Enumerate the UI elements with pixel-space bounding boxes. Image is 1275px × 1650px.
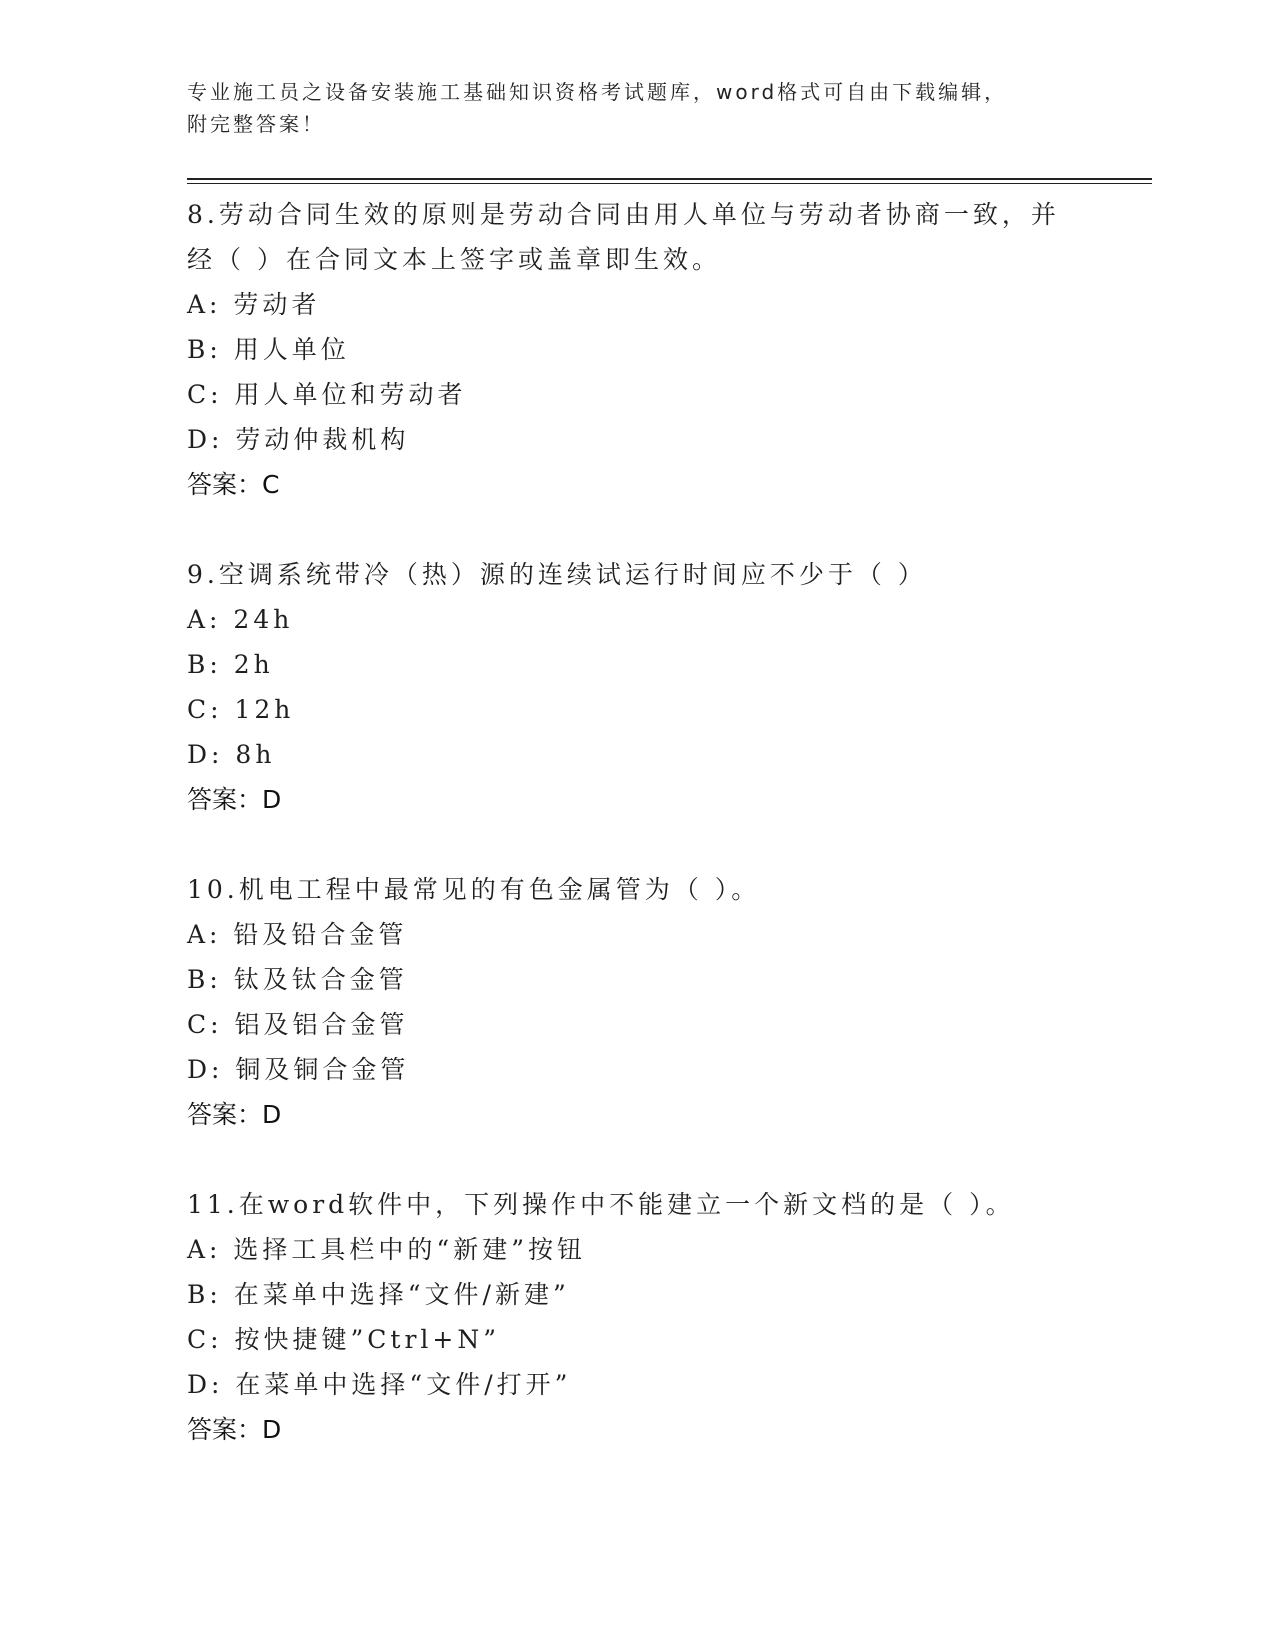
header-rule-thick — [187, 178, 1152, 180]
question-stem: 10.机电工程中最常见的有色金属管为（ ）。 — [187, 875, 761, 904]
question-stem: 11.在word软件中，下列操作中不能建立一个新文档的是（ ）。 — [187, 1190, 1015, 1219]
option-a: A: 选择工具栏中的“新建”按钮 — [187, 1235, 586, 1264]
answer: 答案：D — [187, 1415, 282, 1444]
question-9 — [187, 552, 1147, 822]
answer: 答案：C — [187, 470, 280, 499]
question-8 — [187, 192, 1147, 507]
answer: 答案：D — [187, 785, 282, 814]
option-c: C: 铝及铝合金管 — [187, 1010, 409, 1039]
option-c: C: 用人单位和劳动者 — [187, 380, 467, 409]
question-stem-continued: 经（ ）在合同文本上签字或盖章即生效。 — [187, 245, 721, 274]
header-rule-thin — [187, 183, 1152, 184]
option-b: B: 在菜单中选择“文件/新建” — [187, 1280, 570, 1309]
question-stem: 8.劳动合同生效的原则是劳动合同由用人单位与劳动者协商一致，并 — [187, 200, 1060, 229]
option-b: B: 钛及钛合金管 — [187, 965, 408, 994]
option-c: C: 12h — [187, 695, 295, 724]
question-10 — [187, 867, 1147, 1137]
question-list — [187, 192, 1147, 1497]
header-line-2: 附完整答案！ — [187, 112, 325, 136]
option-a: A: 24h — [187, 605, 294, 634]
document-header — [187, 76, 1087, 140]
option-d: D: 8h — [187, 740, 276, 769]
option-d: D: 铜及铜合金管 — [187, 1055, 410, 1084]
question-stem: 9.空调系统带冷（热）源的连续试运行时间应不少于（ ） — [187, 560, 927, 589]
option-b: B: 2h — [187, 650, 274, 679]
option-a: A: 劳动者 — [187, 290, 321, 319]
option-a: A: 铅及铅合金管 — [187, 920, 408, 949]
option-d: D: 劳动仲裁机构 — [187, 425, 410, 454]
option-c: C: 按快捷键”Ctrl+N” — [187, 1325, 501, 1354]
answer: 答案：D — [187, 1100, 282, 1129]
option-b: B: 用人单位 — [187, 335, 350, 364]
header-line-1: 专业施工员之设备安装施工基础知识资格考试题库，word格式可自由下载编辑， — [187, 80, 1008, 104]
question-11 — [187, 1182, 1147, 1452]
option-d: D: 在菜单中选择“文件/打开” — [187, 1370, 572, 1399]
